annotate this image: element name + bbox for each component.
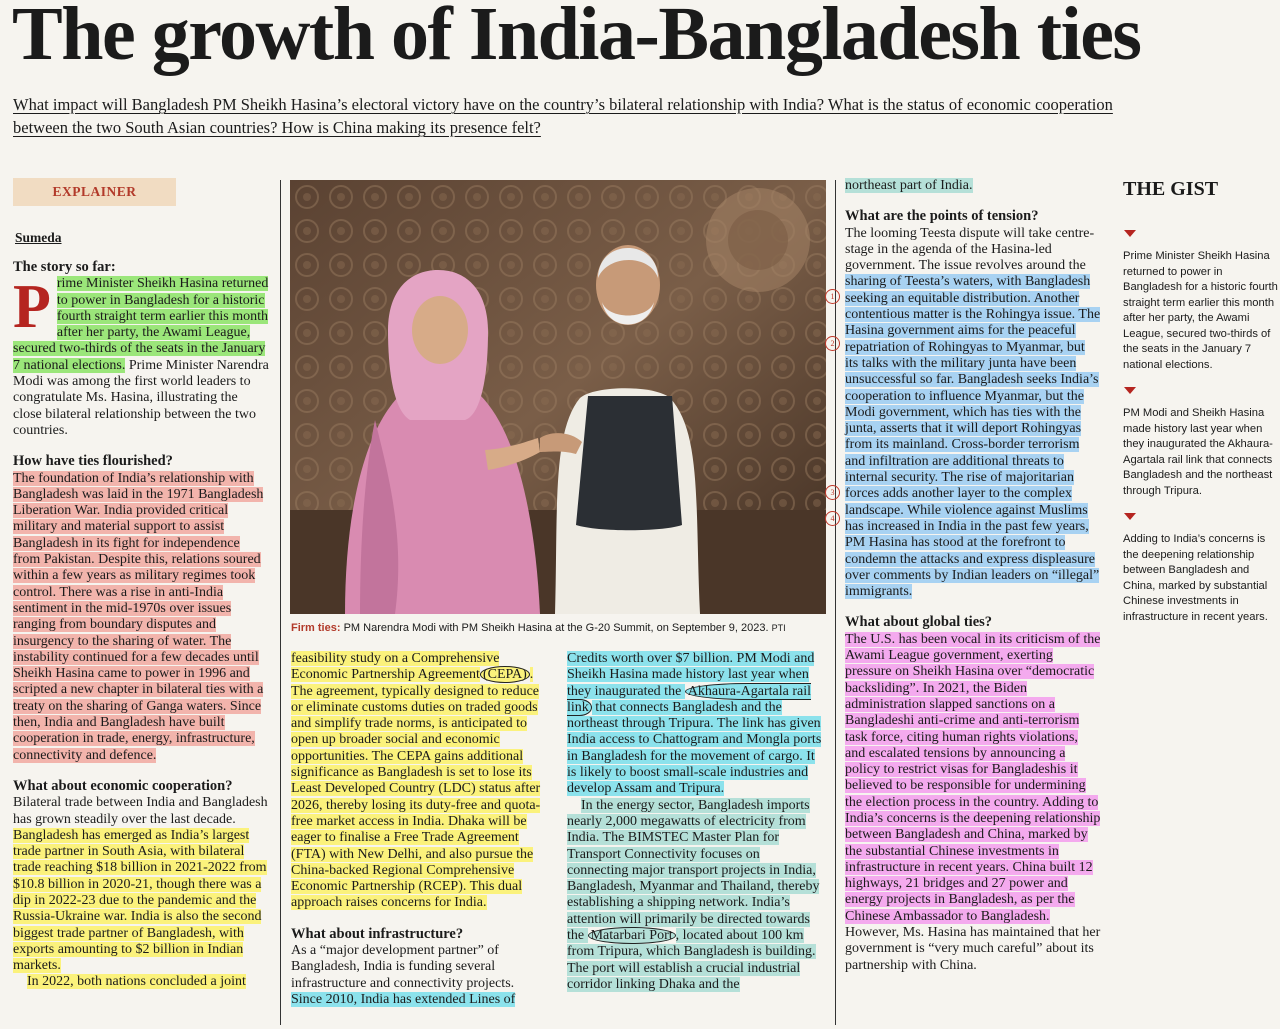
margin-mark-4: 4 xyxy=(825,511,840,526)
rail-link-circled: Akhaura-Agartala rail link xyxy=(567,683,812,715)
energy-highlight-b: , located about 100 km from Tripura, which Bangladesh is building. The port will establish a crucial industrial corridor linking Dhaka and the xyxy=(567,928,816,992)
caption-label: Firm ties: xyxy=(291,622,341,634)
energy-highlight-a: In the energy sector, Bangladesh imports nearly 2,000 megawatts of electricity from India. The BIMSTEC Master Plan for Transport Connectivity focuses on connecting major transport projects in India, Bangladesh, Myanmar and Thailand, thereby establishing a shipping network. India’s attention will primarily be directed towards the xyxy=(567,797,820,944)
continuation-highlight: northeast part of India. xyxy=(845,178,973,193)
deck xyxy=(13,93,1163,139)
question-story-so-far: The story so far: xyxy=(13,259,116,275)
flourish-paragraph xyxy=(13,471,269,764)
cepa-highlight-a: feasibility study on a Comprehensive Economic Partnership Agreement xyxy=(291,651,500,683)
tension-highlight: sharing of Teesta’s waters, with Bangladesh seeking an equitable distribution. Another contentious matter is the Rohingya issue. The Hasina government aims for the peaceful repatriation of Rohingyas to Myanmar, but its talks with the military junta have been unsuccessful so far. Bangladesh seeks India’s cooperation to influence Myanmar, but the Modi government, which has ties with the junta, asserts that it will deport Rohingyas from its mainland. Cross-border terrorism and infiltration are additional threats to internal security. The rise of majoritarian forces adds another layer to the complex landscape. While violence against Muslims has increased in India in the past few years, PM Hasina has stood at the forefront to condemn the attacks and express displeasure over comments by Indian leaders on “illegal” immigrants. xyxy=(845,274,1101,600)
tension-plain: The looming Teesta dispute will take centre-stage in the agenda of the Hasina-led government. The issue revolves around the xyxy=(845,225,1095,274)
continuation-line xyxy=(845,178,1101,194)
energy-paragraph xyxy=(567,798,823,994)
rail-highlight-a: Credits worth over $7 billion. PM Modi and Sheikh Hasina made history last year when they inaugurated the xyxy=(567,651,815,699)
question-economic-cooperation: What about economic cooperation? xyxy=(13,777,233,794)
question-infrastructure: What about infrastructure? xyxy=(291,925,464,942)
econ-last-highlight: In 2022, both nations concluded a joint xyxy=(27,974,246,990)
rail-paragraph xyxy=(567,651,823,798)
column-4 xyxy=(845,178,1101,974)
margin-mark-1: 1 xyxy=(825,289,840,304)
question-points-of-tension: What are the points of tension? xyxy=(845,208,1039,225)
gist-item-2: PM Modi and Sheikh Hasina made history last year when they inaugurated the Akhaura-Agartala rail link that connects Bangladesh and the northeast through Tripura. xyxy=(1123,407,1273,497)
econ-highlight: Bangladesh has emerged as India’s largest trade partner in South Asia, with bilateral trade reaching $18 billion in 2021-2022 from $10.8 billion in 2020-21, though there was a dip in 2022-23 due to the pandemic and the Russia-Ukraine war. India is also the second biggest trade partner of Bangladesh, with exports amounting to $2 billion in Indian markets. xyxy=(13,827,267,974)
global-plain: However, Ms. Hasina has maintained that her government is “very much careful” about its partnership with China. xyxy=(845,925,1101,973)
column-rule xyxy=(835,180,836,1025)
econ-paragraph xyxy=(13,795,269,974)
econ-plain: Bilateral trade between India and Bangladesh has grown steadily over the last decade. xyxy=(13,795,268,827)
gist-arrow-icon xyxy=(1124,513,1136,520)
photo xyxy=(290,180,826,614)
photo-illustration xyxy=(290,180,826,614)
question-global-ties: What about global ties? xyxy=(845,614,993,631)
margin-mark-2: 2 xyxy=(825,336,840,351)
photo-credit: PTI xyxy=(771,623,786,633)
gist-item-3: Adding to India’s concerns is the deepening relationship between Bangladesh and China, marked by substantial Chinese investments in infrastructure in recent years. xyxy=(1123,533,1268,623)
column-1 xyxy=(13,259,269,991)
infra-highlight: Since 2010, India has extended Lines of xyxy=(291,991,516,1007)
infra-paragraph xyxy=(291,943,544,1008)
gist-title: THE GIST xyxy=(1123,178,1219,200)
gist-item-1: Prime Minister Sheikh Hasina returned to power in Bangladesh for a historic fourth straight term earlier this month after her party, the Awami League, secured two-thirds of the seats in the January 7 national elections. xyxy=(1123,250,1278,371)
rail-highlight-b: that connects Bangladesh and the northeast through Tripura. The link has given India access to Chattogram and Mongla ports in Bangladesh for the movement of cargo. It is likely to boost small-scale industries and develop Assam and Tripura. xyxy=(567,699,822,797)
cepa-highlight-b: . The agreement, typically designed to reduce or eliminate customs duties on traded goods and simplify trade norms, is anticipated to open up broader social and economic opportunities. The CEPA gains additional significance as Bangladesh is set to lose its Least Developed Country (LDC) status after 2026, thereby losing its duty-free and quota-free market access in India. Dhaka will be eager to finalise a Free Trade Agreement (FTA) with New Delhi, and also pursue the China-backed Regional Comprehensive Economic Partnership (RCEP). This dual approach raises concerns for India. xyxy=(291,667,541,911)
tension-paragraph xyxy=(845,226,1101,601)
gist-arrow-icon xyxy=(1124,387,1136,394)
infra-plain: As a “major development partner” of Bangladesh, India is funding several infrastructure and connectivity projects. xyxy=(291,943,515,991)
headline: The growth of India-Bangladesh ties xyxy=(12,0,1141,76)
deck-text: What impact will Bangladesh PM Sheikh Hasina’s electoral victory have on the country’s bilateral relationship with India? What is the status of economic cooperation between the two South Asian countries? How is China making its presence felt? xyxy=(13,95,1113,137)
cepa-paragraph xyxy=(291,651,544,912)
gist-arrow-icon xyxy=(1124,230,1136,237)
story-rest: Prime Minister Narendra Modi was among the first world leaders to congratulate Ms. Hasina, illustrating the close bilateral relationship between the two countries. xyxy=(13,357,269,438)
flourish-highlight: The foundation of India’s relationship with Bangladesh was laid in the 1971 Bangladesh Liberation War. India provided critical military and material support to assist Bangladesh in its fight for independence from Pakistan. Despite this, relations soured within a few years as military regimes took control. There was a rise in anti-India sentiment in the mid-1970s over issues ranging from boundary disputes and insurgency to the sharing of water. The instability continued for a few decades until Sheikh Hasina came to power in 1996 and scripted a new chapter in bilateral ties with a treaty on the sharing of Ganga waters. Since then, India and Bangladesh have built cooperation in trade, energy, infrastructure, connectivity and defence. xyxy=(13,470,264,763)
byline: Sumeda xyxy=(15,230,62,245)
econ-last-line xyxy=(13,974,269,990)
column-3 xyxy=(567,651,823,993)
photo-caption xyxy=(291,622,831,634)
question-ties-flourished: How have ties flourished? xyxy=(13,453,173,470)
global-highlight: The U.S. has been vocal in its criticism of the Awami League government, exerting pressure on Sheikh Hasina over “democratic backsliding”. In 2021, the Biden administration slapped sanctions on a Bangladeshi anti-crime and anti-terrorism task force, citing human rights violations, and escalated tensions by announcing a policy to restrict visas for Bangladeshis it believed to be responsible for undermining the election process in the country. Adding to India’s concerns is the deepening relationship between Bangladesh and China, marked by the substantial Chinese investments in infrastructure in recent years. China built 12 highways, 21 bridges and 27 power and energy projects in Bangladesh, as per the Chinese Ambassador to Bangladesh. xyxy=(845,631,1101,924)
caption-text: PM Narendra Modi with PM Sheikh Hasina at the G-20 Summit, on September 9, 2023. xyxy=(340,622,772,634)
cepa-circled: (CEPA) xyxy=(480,666,530,683)
margin-mark-3: 3 xyxy=(825,485,840,500)
global-paragraph xyxy=(845,632,1101,974)
explainer-label: EXPLAINER xyxy=(13,178,176,206)
matarbari-port-circled: Matarbari Port xyxy=(588,927,676,944)
drop-cap: P xyxy=(13,273,51,342)
column-rule xyxy=(280,180,281,1025)
column-2 xyxy=(291,651,544,1008)
story-highlight: rime Minister Sheikh Hasina returned to power in Bangladesh for a historic fourth straight term earlier this month after her party, the Awami League, secured two-thirds of the seats in the January 7 national elections. xyxy=(13,276,269,373)
story-paragraph xyxy=(13,273,269,439)
